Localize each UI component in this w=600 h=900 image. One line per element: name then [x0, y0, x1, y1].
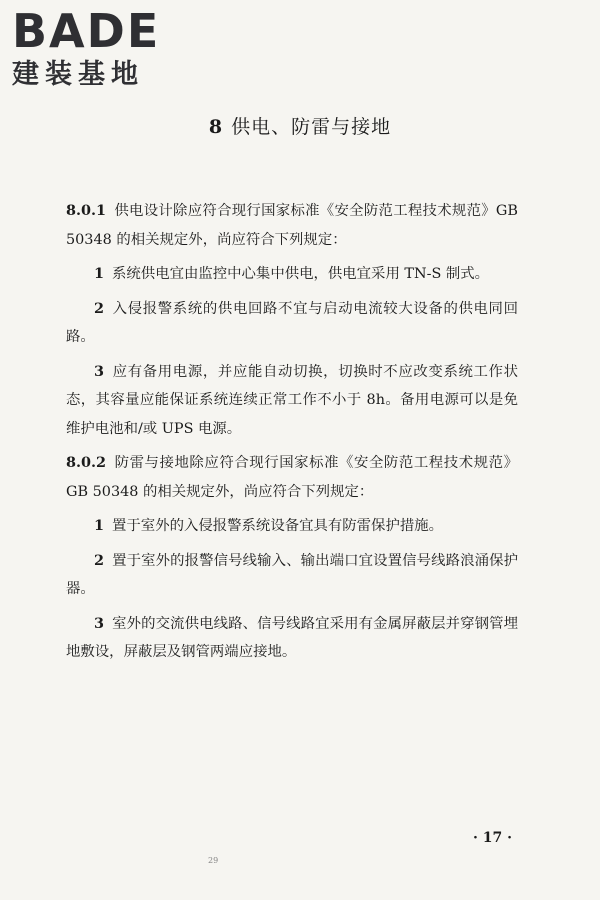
list-item	[66, 358, 518, 444]
clause-text: 防雷与接地除应符合现行国家标准《安全防范工程技术规范》GB 50348 的相关规定外，尚应符合下列规定：	[66, 455, 518, 500]
item-text: 系统供电宜由监控中心集中供电，供电宜采用 TN-S 制式。	[112, 266, 490, 282]
footer-mark: 29	[208, 856, 219, 865]
logo-brand: BADE	[12, 4, 161, 58]
item-text: 置于室外的入侵报警系统设备宜具有防雷保护措施。	[112, 518, 444, 534]
item-number: 2	[94, 551, 105, 569]
clause-number: 8.0.2	[66, 454, 107, 471]
item-text: 应有备用电源，并应能自动切换，切换时不应改变系统工作状态，其容量应能保证系统连续正常工作不小于 8h。备用电源可以是免维护电池和/或 UPS 电源。	[66, 363, 518, 437]
list-item	[66, 547, 518, 604]
chapter-heading	[0, 112, 600, 139]
list-item	[66, 260, 518, 289]
chapter-number: 8	[208, 116, 224, 138]
item-number: 3	[94, 614, 105, 632]
item-number: 3	[94, 362, 105, 380]
item-text: 室外的交流供电线路、信号线路宜采用有金属屏蔽层并穿钢管埋地敷设，屏蔽层及钢管两端应接地。	[66, 615, 518, 660]
list-item	[66, 512, 518, 541]
chapter-title: 供电、防雷与接地	[231, 116, 392, 138]
section-intro	[66, 197, 518, 254]
page-number: · 17 ·	[473, 830, 512, 846]
item-text: 入侵报警系统的供电回路不宜与启动电流较大设备的供电同回路。	[66, 300, 518, 345]
clause-text: 供电设计除应符合现行国家标准《安全防范工程技术规范》GB 50348 的相关规定外，尚应符合下列规定：	[66, 203, 518, 248]
document-body	[66, 197, 518, 673]
item-number: 2	[94, 299, 105, 317]
item-number: 1	[94, 265, 105, 282]
list-item	[66, 610, 518, 667]
item-text: 置于室外的报警信号线输入、输出端口宜设置信号线路浪涌保护器。	[66, 552, 518, 597]
clause-number: 8.0.1	[66, 202, 107, 219]
logo	[12, 4, 192, 92]
logo-subtitle: 建装基地	[12, 59, 144, 90]
list-item	[66, 295, 518, 352]
section-intro	[66, 449, 518, 506]
item-number: 1	[94, 517, 105, 534]
